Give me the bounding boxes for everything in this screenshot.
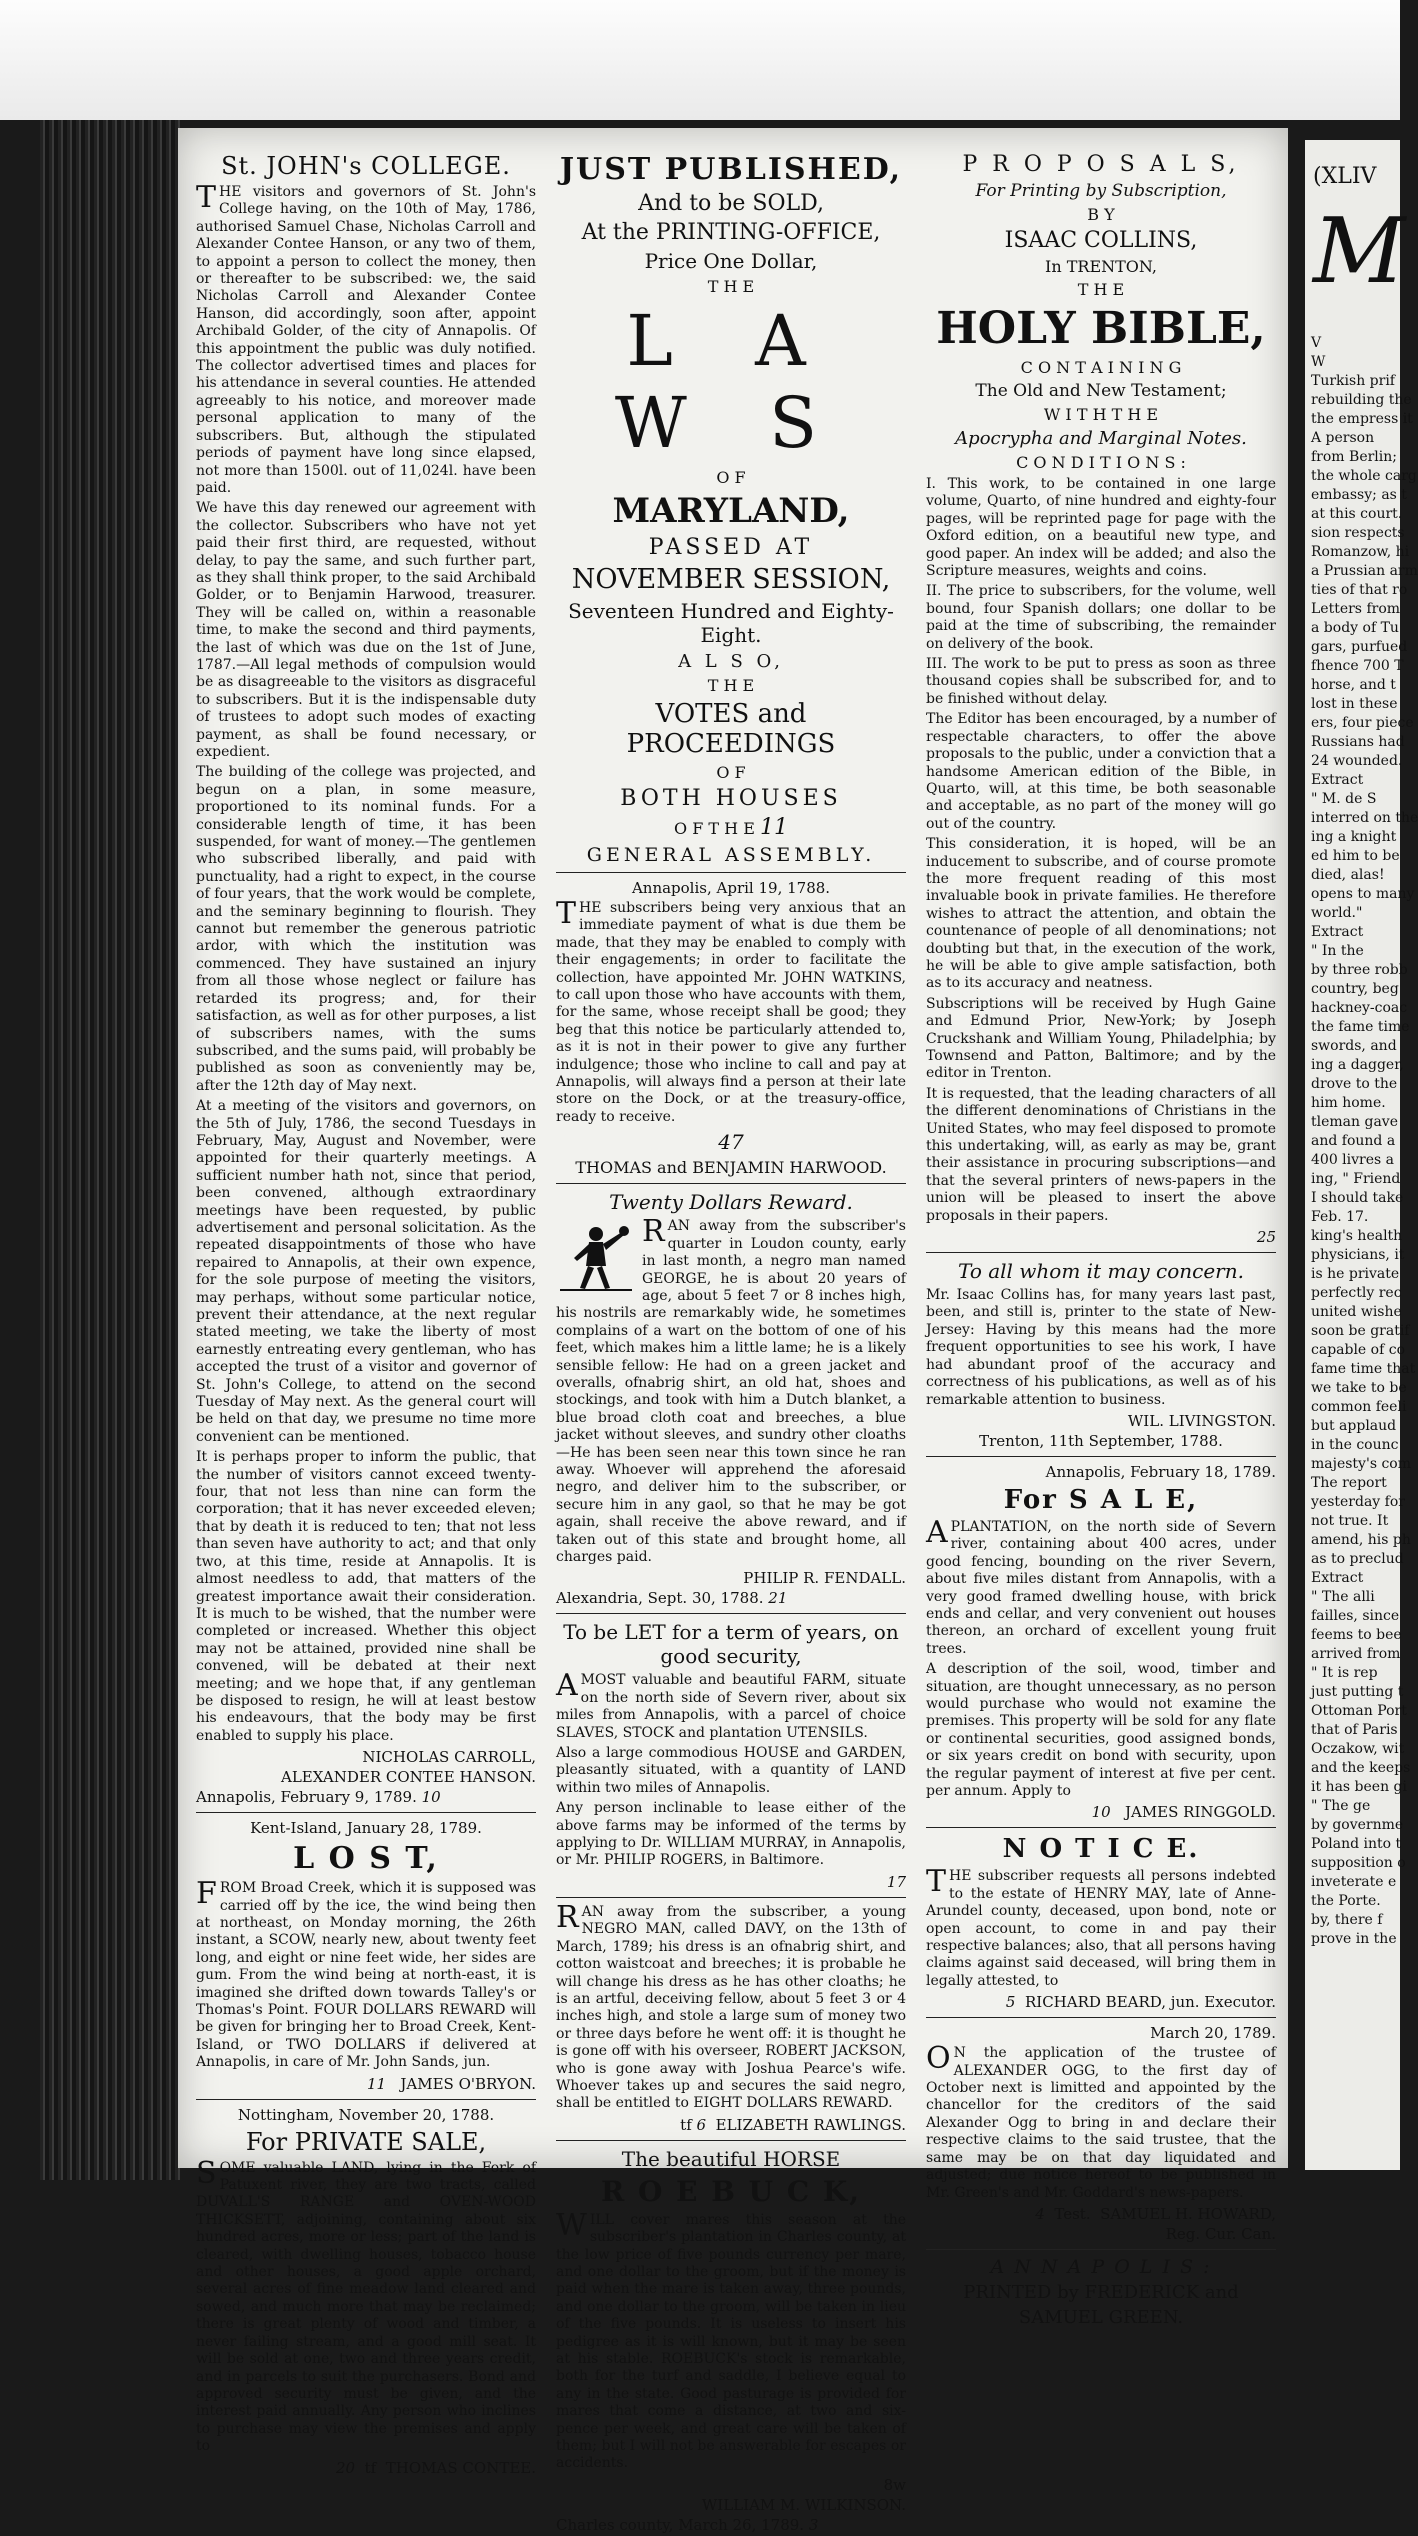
next-page-fragment: as to preclud — [1311, 1551, 1404, 1567]
next-page-fragment: died, alas! — [1311, 867, 1385, 883]
reward-date: Alexandria, Sept. 30, 1788. — [556, 1589, 764, 1608]
sale-date: Annapolis, February 18, 1789. — [1045, 1462, 1276, 1481]
college-p2: We have this day renewed our agreement with the collector. Subscribers who have not yet paid their first third, are requested, without delay, to pay the same, and such further part, as they shall think proper, to the said Archibald Golder, or to Benjamin Harwood, treasurer. They will be called on, within a reasonable time, to make the second and third payments, the last of which was due on the 1st of June, 1787.—All legal methods of compulsion would be as disagreeable to the visitors as disgraceful to subscribers. But it is the indispensable duty of trustees to adopt such modes of exacting payment, as shall be found necessary, or expedient. — [196, 500, 536, 760]
let-mark: 17 — [886, 1872, 906, 1891]
next-page-big-letter: M — [1313, 199, 1406, 304]
laws-mark: 11 — [759, 815, 788, 840]
divider — [926, 2249, 1276, 2250]
bible-l5: In TRENTON, — [1045, 257, 1157, 276]
next-page-fragment: rebuilding the — [1311, 392, 1412, 408]
next-page-fragment: physicians, it — [1311, 1247, 1405, 1263]
column-2 — [556, 148, 906, 2536]
next-page-fragment: united wishe — [1311, 1304, 1402, 1320]
let-p2: Also a large commodious HOUSE and GARDEN, pleasantly situated, with a quantity of LAND within two miles of Annapolis. — [556, 1745, 906, 1796]
harwood-body: THE subscribers being very anxious that an immediate payment of what is due them be made, that they may be enabled to comply with their engagements; in order to facilitate the collection, have appointed Mr. JOHN WATKINS, to call upon those who have accounts with them, for the same, whose receipt shall be good; they beg that this notice be particularly attended to, as it is not in their power to give any further indulgence; those who incline to call and pay at Annapolis, will always find a person at their late store on the Dock, or at the treasury-office, ready to receive. — [556, 896, 906, 1125]
bible-mark: 25 — [1256, 1228, 1276, 1247]
ogg-sig2: Reg. Cur. Can. — [1165, 2224, 1276, 2243]
next-page-fragment: sion respects — [1311, 525, 1405, 541]
next-page-fragment: fhence 700 T — [1311, 658, 1404, 674]
bible-l4: ISAAC COLLINS, — [1004, 228, 1198, 253]
next-page-fragment: I should take — [1311, 1190, 1404, 1206]
divider — [196, 1812, 536, 1813]
next-page-fragment: prove in the — [1311, 1931, 1397, 1947]
next-page-fragment: A person — [1311, 430, 1375, 446]
next-page-fragment: ers, four piece — [1311, 715, 1414, 731]
sale-mark: 10 — [1091, 1803, 1111, 1822]
book-spine — [40, 120, 180, 2180]
next-page-fragment: ing a dagger, — [1311, 1057, 1404, 1073]
next-page-fragment: hackney-coac — [1311, 1000, 1408, 1016]
next-page-header: (XLIV — [1313, 164, 1377, 189]
next-page-fragment: Extract — [1311, 1570, 1364, 1586]
next-page-fragment: tleman gave — [1311, 1114, 1398, 1130]
college-p4: At a meeting of the visitors and governors, on the 5th of July, 1786, the second Tuesdays in February, May, August and November, were appointed for their quarterly meetings. A sufficient number hath not, since that period, been convened, although extraordinary meetings have been requested, by public advertisement and personal solicitation. As the repeated disappointments of those who have repaired to Annapolis, at their own expence, for the sole purpose of meeting the visitors, may perhaps, without some particular notice, prevent their attendance, at the next regular stated meeting, we take the liberty of most earnestly entreating every gentleman, who has accepted the trust of a visitor and governor of St. John's College, to attend on the second Tuesday of May next. As the general court will be held on that day, we presume no time more convenient can be mentioned. — [196, 1098, 536, 1445]
divider — [926, 1827, 1276, 1828]
davy-body: RAN away from the subscriber, a young NEGRO MAN, called DAVY, on the 13th of March, 1789; his dress is an ofnabrig shirt, and cotton waistcoat and breeches; it is probable he will change his dress as he has other cloaths; he is an artful, deceiving fellow, about 5 feet 3 or 4 inches high, and stole a large sum of money two or three days before he went off: it is thought he is gone off with his overseer, ROBERT JACKSON, who is gone away with Joshua Pearce's wife. Whoever takes up and secures the said negro, shall be entitled to EIGHT DOLLARS REWARD. — [556, 1899, 906, 2112]
laws-l10: NOVEMBER SESSION, — [571, 564, 891, 595]
lost-mark: 11 — [366, 2074, 387, 2093]
next-page-fragment: ties of that ro — [1311, 582, 1408, 598]
davy-sig: ELIZABETH RAWLINGS. — [715, 2115, 906, 2134]
bible-l2: For Printing by Subscription, — [975, 181, 1227, 201]
laws-l2: And to be SOLD, — [638, 191, 824, 216]
reward-body: RAN away from the subscriber's quarter in Loudon county, early in last month, a negro man named GEORGE, he is about 20 years of age, about 5 feet 7 or 8 inches high, his nostrils are remarkably wide, he sometimes complains of a wart on the bottom of one of his feet, which makes him a little lame; he is a likely sensible fellow: He had on a green jacket and overalls, ofnabrig shirt, an old hat, shoes and stockings, and took with him a Dutch blanket, a blue broad cloth coat and breeches, a blue jacket without sleeves, and sundry other cloaths—He has been seen near this town since he ran away. Whoever will apprehend the aforesaid negro, and deliver him to the subscriber, or secure him in any gaol, so that he may be got again, shall receive the above reward, and if taken out of this state and brought home, all charges paid. — [556, 1214, 906, 1565]
next-page-fragment: king's health — [1311, 1228, 1403, 1244]
next-page-fragment: in the counc — [1311, 1437, 1399, 1453]
next-page-fragment: fame time that — [1311, 1361, 1416, 1377]
horse-title1: The beautiful HORSE — [621, 2146, 841, 2171]
laws-l11: Seventeen Hundred and Eighty-Eight. — [568, 599, 894, 647]
next-page-fragment: the whole carg — [1311, 468, 1417, 484]
ogg-sig1: SAMUEL H. HOWARD, — [1100, 2204, 1276, 2223]
laws-l4: Price One Dollar, — [644, 249, 818, 273]
laws-l8: MARYLAND, — [612, 491, 850, 531]
private-title: For PRIVATE SALE, — [245, 2127, 487, 2156]
imprint-l3: SAMUEL GREEN. — [1018, 2306, 1184, 2328]
sale-sig: JAMES RINGGOLD. — [1124, 1803, 1276, 1822]
bible-p2: II. The price to subscribers, for the volume, well bound, four Spanish dollars; one dollar to be paid at the time of subscribing, the remainder on delivery of the book. — [926, 583, 1276, 652]
next-page-fragment: " The alli — [1311, 1589, 1375, 1605]
divider — [926, 2017, 1276, 2018]
lost-body: FROM Broad Creek, which it is supposed was carried off by the ice, the wind being then at northeast, on Monday morning, the 26th instant, a SCOW, nearly new, about twenty feet long, and eight or nine feet wide, her sides are gum. From the wind being at north-east, it is imagined she drifted down towards Talley's or Thomas's Point. FOUR DOLLARS REWARD will be given for bringing her to Broad Creek, Kent-Island, or TWO DOLLARS if delivered at Annapolis, in care of Mr. John Sands, jun. — [196, 1876, 536, 2071]
private-mark: 20 — [336, 2458, 356, 2477]
next-page-fragment: horse, and t — [1311, 677, 1396, 693]
laws-l12: A L S O, — [678, 651, 784, 672]
college-p3: The building of the college was projected, and begun on a plan, in some measure, proportioned to its nominal funds. For a considerable length of time, it has been suspended, for want of money.—The gentlemen who subscribed liberally, and paid with punctuality, had a right to expect, in the course of four years, that the work would be complete, and the seminary beginning to flourish. They cannot but remember the generous patriotic ardor, with which the institution was commenced. They have sustained an injury from all those whose neglect or failure has retarded its progress; and, for their satisfaction, as well as for other purposes, a list of subscribers names, with the sums subscribed, and the sums paid, will probably be published as soon as conveniently may be, after the 12th day of May next. — [196, 764, 536, 1094]
next-page-fragment: is he private — [1311, 1266, 1400, 1282]
divider — [556, 1897, 906, 1898]
next-page-fragment: inveterate e — [1311, 1874, 1397, 1890]
next-page-fragment: ed him to be — [1311, 848, 1400, 864]
next-page-fragment: and found a — [1311, 1133, 1396, 1149]
next-page-fragment: " It is rep — [1311, 1665, 1378, 1681]
next-page-fragment: Extract — [1311, 924, 1364, 940]
laws-l16: BOTH HOUSES — [620, 786, 842, 811]
next-page-fragment: ing, " Friend — [1311, 1171, 1401, 1187]
next-page-fragment: the empress it — [1311, 411, 1413, 427]
next-page-fragment: a body of Tu — [1311, 620, 1399, 636]
next-page-fragment: V — [1311, 335, 1322, 351]
next-page-fragment: " The ge — [1311, 1798, 1371, 1814]
newspaper-page — [178, 128, 1288, 2534]
notice-sig: RICHARD BEARD, jun. Executor. — [1024, 1993, 1276, 2012]
next-page-text-fragments — [1305, 334, 1418, 1949]
next-page-fragment: Romanzow, hi — [1311, 544, 1410, 560]
notice-body: THE subscriber requests all persons indebted to the estate of HENRY MAY, late of Anne-Arundel county, deceased, upon bond, note or open account, to come in and pay their respective balances; also, that all persons having claims against said deceased, will bring them in legally attested, to — [926, 1864, 1276, 1989]
next-page-fragment: majesty's com — [1311, 1456, 1411, 1472]
next-page-fragment: the Porte. — [1311, 1893, 1381, 1909]
scan-background-top — [0, 0, 1400, 120]
lost-place: Kent-Island, January 28, 1789. — [250, 1819, 482, 1838]
next-page-fragment: soon be gratif — [1311, 1323, 1410, 1339]
next-page-fragment: but applaud — [1311, 1418, 1397, 1434]
concern-title: To all whom it may concern. — [958, 1259, 1244, 1284]
bible-l10: W I T H T H E — [1043, 405, 1159, 424]
lost-title: L O S T, — [293, 1841, 439, 1877]
let-p1: AMOST valuable and beautiful FARM, situate on the north side of Severn river, about six miles from Annapolis, with a parcel of choice SLAVES, STOCK and plantation UTENSILS. — [556, 1668, 906, 1741]
laws-l5: T H E — [707, 277, 755, 296]
divider — [926, 1456, 1276, 1457]
let-p3: Any person inclinable to lease either of the above farms may be informed of the terms by applying to Dr. WILLIAM MURRAY, in Annapolis, or Mr. PHILIP ROGERS, in Baltimore. — [556, 1800, 906, 1869]
divider — [556, 872, 906, 873]
bible-l8: C O N T A I N I N G — [1020, 358, 1182, 377]
divider — [556, 1613, 906, 1614]
next-page-fragment: world." — [1311, 905, 1363, 921]
sale-p1: APLANTATION, on the north side of Severn river, containing about 400 acres, under good fencing, bounding on the river Severn, about five miles distant from Annapolis, with a very good framed dwelling house, with brick ends and cellar, and very convenient out houses thereon, an orchard of excellent young fruit trees. — [926, 1514, 1276, 1657]
next-page-fragment: we take to be — [1311, 1380, 1407, 1396]
sale-p2: A description of the soil, wood, timber and situation, are thought unnecessary, as no person would purchase who would not examine the premises. This property will be sold for any flate or continental securities, good assigned bonds, or six years credit on bond with security, upon the regular payment of interest at five per cent. per annum. Apply to — [926, 1661, 1276, 1799]
next-page-fragment: from Berlin; — [1311, 449, 1397, 465]
horse-body: WILL cover mares this season at the subscriber's plantation in Charles county, at the low price of five pounds currency per mare, and one dollar to the groom, but if the money is paid when the mare is taken away, three pounds, and one dollar to the groom, will be taken in lieu of the five pounds. It is useless to insert his pedigree as it is will known, but it may be seen at his stable. ROEBUCK's stock is remarkable, both for the turf and saddle, I believe equal to any in the state. Good pasturage is provided for mares that come a distance, at two and six-pence per week, and great care will be taken of them; but I will not be answerable for escapes or accidents. — [556, 2207, 906, 2472]
laws-l7: O F — [716, 468, 746, 487]
laws-l3: At the PRINTING-OFFICE, — [581, 220, 881, 245]
bible-p5: This consideration, it is hoped, will be an inducement to subscribe, and of course promote the more frequent reading of this most invaluable book in private families. He therefore wishes to attract the attention, and obtain the countenance of people of all denominations; not doubting but that, in the execution of the work, he will be able to give ample satisfaction, both as to its accuracy and neatness. — [926, 836, 1276, 992]
bible-l7: HOLY BIBLE, — [936, 303, 1266, 354]
divider — [196, 2099, 536, 2100]
bible-l11: Apocrypha and Marginal Notes. — [955, 428, 1247, 449]
next-page-fragment: embassy; as t — [1311, 487, 1407, 503]
let-title: To be LET for a term of years, on good security, — [563, 1620, 899, 1669]
next-page-fragment: 400 livres a — [1311, 1152, 1394, 1168]
notice-title: N O T I C E. — [1002, 1834, 1200, 1865]
college-sig1: NICHOLAS CARROLL, — [362, 1748, 536, 1767]
runaway-figure-icon — [556, 1222, 636, 1292]
next-page-fragment: the fame time — [1311, 1019, 1410, 1035]
imprint-l2: PRINTED by FREDERICK and — [963, 2281, 1239, 2303]
laws-l15: O F — [716, 763, 746, 782]
next-page-fragment: perfectly rec — [1311, 1285, 1402, 1301]
reward-title: Twenty Dollars Reward. — [609, 1190, 853, 1215]
bible-p6: Subscriptions will be received by Hugh Gaine and Edmund Prior, New-York; by Joseph Cruckshank and William Young, Philadelphia; by Townsend and Patton, Baltimore; and by the editor in Trenton. — [926, 995, 1276, 1082]
college-p5: It is perhaps proper to inform the public, that the number of visitors cannot exceed twenty-four, that not less than nine can form the corporation; that it has never exceeded eleven; that by death it is reduced to ten; that not less than seven have authority to act; and that only two, at this time, reside at Annapolis. It is almost needless to add, that matters of the greatest importance await their consideration. It is much to be wished, that the number were completed or increased. Whether this object may not be attained, provided nine shall be convened, will be debated at their next meeting; and we hope that, if any gentleman be disposed to resign, he will at least bestow his endeavours, that the body may be first enabled to supply his place. — [196, 1449, 536, 1744]
college-p1: THE visitors and governors of St. John's College having, on the 10th of May, 1786, authorised Samuel Chase, Nicholas Carroll and Alexander Contee Hanson, or any two of them, to appoint a person to collect the money, then or thereafter to be subscribed: we, the said Nicholas Carroll and Alexander Contee Hanson, did accordingly, soon after, appoint Archibald Golder, of the city of Annapolis. Of this appointment the public was duly notified. The collector advertised times and places for his attendance in several counties. He attended agreeably to his notice, and moreover made personal application to many of the subscribers. But, although the stipulated periods of payment have long since elapsed, not more than 1500l. out of 11,024l. have been paid. — [196, 180, 536, 496]
ogg-body: ON the application of the trustee of ALEXANDER OGG, to the first day of October next is limitted and appointed by the chancellor for the creditors of the said Alexander Ogg to bring in and declare their respective claims to the said trustee, that the same may be on that day liquidated and adjusted; due notice hereof to be published in Mr. Green's and Mr. Goddard's news-papers. — [926, 2041, 1276, 2201]
concern-date: Trenton, 11th September, 1788. — [979, 1431, 1223, 1450]
college-sig2: ALEXANDER CONTEE HANSON. — [281, 1768, 536, 1787]
bible-l9: The Old and New Testament; — [975, 381, 1227, 401]
next-page-fragment: by three robb — [1311, 962, 1408, 978]
next-page-fragment: amend, his ph — [1311, 1532, 1411, 1548]
laws-l17: O F T H E — [674, 819, 755, 838]
next-page-fragment: Turkish prif — [1311, 373, 1395, 389]
reward-sig: PHILIP R. FENDALL. — [743, 1569, 906, 1588]
divider — [556, 2140, 906, 2141]
next-page-fragment: capable of co — [1311, 1342, 1406, 1358]
next-page-fragment: a Prussian arm — [1311, 563, 1418, 579]
horse-date: Charles county, March 26, 1789. — [556, 2515, 805, 2534]
next-page-fragment: common feeli — [1311, 1399, 1407, 1415]
bible-l12: C O N D I T I O N S : — [1016, 453, 1186, 472]
next-page-fragment: " M. de S — [1311, 791, 1377, 807]
private-place: Nottingham, November 20, 1788. — [237, 2105, 495, 2124]
next-page-fragment: " In the — [1311, 943, 1364, 959]
next-page-fragment: by governme — [1311, 1817, 1404, 1833]
davy-mark: 6 — [696, 2115, 707, 2134]
harwood-sig: THOMAS and BENJAMIN HARWOOD. — [575, 1158, 887, 1178]
divider — [926, 1252, 1276, 1253]
bible-p1: I. This work, to be contained in one large volume, Quarto, of nine hundred and eighty-four pages, will be reprinted page for page with the Oxford edition, on a beautiful new type, and good paper. An index will be added; and also the Scripture measures, weights and coins. — [926, 476, 1276, 580]
sale-title: For S A L E, — [1003, 1484, 1199, 1515]
bible-p3: III. The work to be put to press as soon as three thousand copies shall be subscribed for, and to be finished without delay. — [926, 656, 1276, 707]
next-page-fragment: The report — [1311, 1475, 1387, 1491]
next-page-fragment: swords, and — [1311, 1038, 1397, 1054]
college-title: St. JOHN's COLLEGE. — [221, 152, 511, 180]
private-tf: tf — [364, 2458, 377, 2477]
notice-mark: 5 — [1005, 1993, 1016, 2012]
next-page-fragment: him home. — [1311, 1095, 1386, 1111]
laws-l9: PASSED AT — [648, 535, 814, 560]
divider — [556, 1183, 906, 1184]
harwood-date: Annapolis, April 19, 1788. — [631, 879, 831, 897]
bible-p7: It is requested, that the leading characters of all the different denominations of Christians in the United States, who may feel disposed to promote this undertaking, will, as early as may be, grant their assistance in procuring subscriptions—and that the several printers of news-papers in the union will be pleased to insert the above proposals in their papers. — [926, 1085, 1276, 1224]
next-page-fragment: Feb. 17. — [1311, 1209, 1369, 1225]
next-page-fragment: drove to the — [1311, 1076, 1398, 1092]
next-page-fragment: Russians had — [1311, 734, 1405, 750]
next-page-fragment: not true. It — [1311, 1513, 1389, 1529]
next-page-fragment: just putting t — [1311, 1684, 1404, 1700]
college-mark: 10 — [421, 1788, 441, 1807]
next-page-fragment: arrived from — [1311, 1646, 1401, 1662]
next-page-fragment: by, there f — [1311, 1912, 1383, 1928]
next-page-fragment: Poland into t — [1311, 1836, 1402, 1852]
next-page-fragment: that of Paris — [1311, 1722, 1398, 1738]
college-date: Annapolis, February 9, 1789. — [196, 1788, 417, 1807]
ogg-date: March 20, 1789. — [1150, 2024, 1276, 2043]
laws-l6: L A W S — [614, 300, 848, 464]
next-page-fragment: yesterday for — [1311, 1494, 1405, 1510]
concern-body: Mr. Isaac Collins has, for many years last past, been, and still is, printer to the state of New-Jersey: Having by this means had the more frequent opportunities to see his work, I have had abundant proof of the accuracy and correctness of his publications, as well as of his remarkable attention to business. — [926, 1287, 1276, 1408]
column-1 — [196, 148, 536, 2479]
adjacent-page-fragment — [1305, 140, 1418, 2170]
next-page-fragment: interred on the — [1311, 810, 1418, 826]
horse-sig: WILLIAM M. WILKINSON. — [701, 2495, 906, 2514]
horse-mark-8w: 8w — [883, 2475, 906, 2494]
next-page-fragment: 24 wounded. — [1311, 753, 1403, 769]
next-page-fragment: lost in these — [1311, 696, 1398, 712]
next-page-fragment: ing a knight — [1311, 829, 1397, 845]
laws-l14: VOTES and PROCEEDINGS — [626, 699, 836, 759]
laws-l13: T H E — [707, 676, 755, 695]
private-sig: THOMAS CONTEE. — [385, 2458, 536, 2477]
imprint-l1: A N N A P O L I S : — [990, 2255, 1212, 2278]
private-body: SOME valuable LAND, lying in the Fork of Patuxent river, they are two tracts, called DUVALL'S RANGE and OVEN-WOOD THICKSETT, adjoining, containing about six hundred acres, more or less; part of the land is cleared, with dwelling houses, tobacco house and other houses, a good apple orchard, several acres of fine meadow land cleared and sowed, and much more that may be reclaimed; there is great plenty of wood and timber, a never failing stream, and a good mill seat. It will be sold at one, two and three years credit, and in parcels to suit the purchasers. Bond and approved security must be given, and the interest paid annually. Any person who inclines to purchase may view the premises and apply to — [196, 2155, 536, 2455]
next-page-fragment: Extract — [1311, 772, 1364, 788]
horse-mark: 3 — [808, 2515, 819, 2534]
next-page-fragment: opens to many — [1311, 886, 1415, 902]
ogg-mark: 4 — [1035, 2204, 1045, 2223]
column-3 — [926, 148, 1276, 2332]
next-page-fragment: Ottoman Port — [1311, 1703, 1407, 1719]
ogg-test: Test. — [1054, 2204, 1091, 2223]
bible-p4: The Editor has been encouraged, by a number of respectable characters, to offer the above proposals to the public, under a conviction that a handsome American edition of the Bible, in Quarto, will, at this time, be both seasonable and acceptable, as no part of the money will go out of the country. — [926, 711, 1276, 832]
next-page-fragment: failles, since — [1311, 1608, 1400, 1624]
next-page-fragment: country, beg — [1311, 981, 1399, 997]
harwood-mark: 47 — [718, 1130, 744, 1155]
horse-title2: R O E B U C K, — [601, 2174, 861, 2208]
next-page-fragment: W — [1311, 354, 1326, 370]
next-page-fragment: at this court. — [1311, 506, 1403, 522]
next-page-fragment: gars, purfued — [1311, 639, 1408, 655]
next-page-fragment: and the keeps — [1311, 1760, 1411, 1776]
bible-l6: T H E — [1077, 280, 1125, 299]
next-page-fragment: it has been gi — [1311, 1779, 1407, 1795]
reward-mark: 21 — [768, 1589, 788, 1608]
next-page-fragment: feems to bee — [1311, 1627, 1402, 1643]
concern-sig: WIL. LIVINGSTON. — [1127, 1411, 1276, 1430]
davy-tf: tf — [680, 2115, 692, 2134]
next-page-fragment: supposition o — [1311, 1855, 1406, 1871]
bible-l3: B Y — [1087, 205, 1115, 224]
laws-l18: GENERAL ASSEMBLY. — [586, 844, 876, 866]
lost-sig: JAMES O'BRYON. — [400, 2074, 536, 2093]
next-page-fragment: Letters from — [1311, 601, 1401, 617]
laws-l1: JUST PUBLISHED, — [559, 152, 903, 187]
bible-l1: P R O P O S A L S, — [962, 152, 1240, 177]
next-page-fragment: Oczakow, wit — [1311, 1741, 1405, 1757]
